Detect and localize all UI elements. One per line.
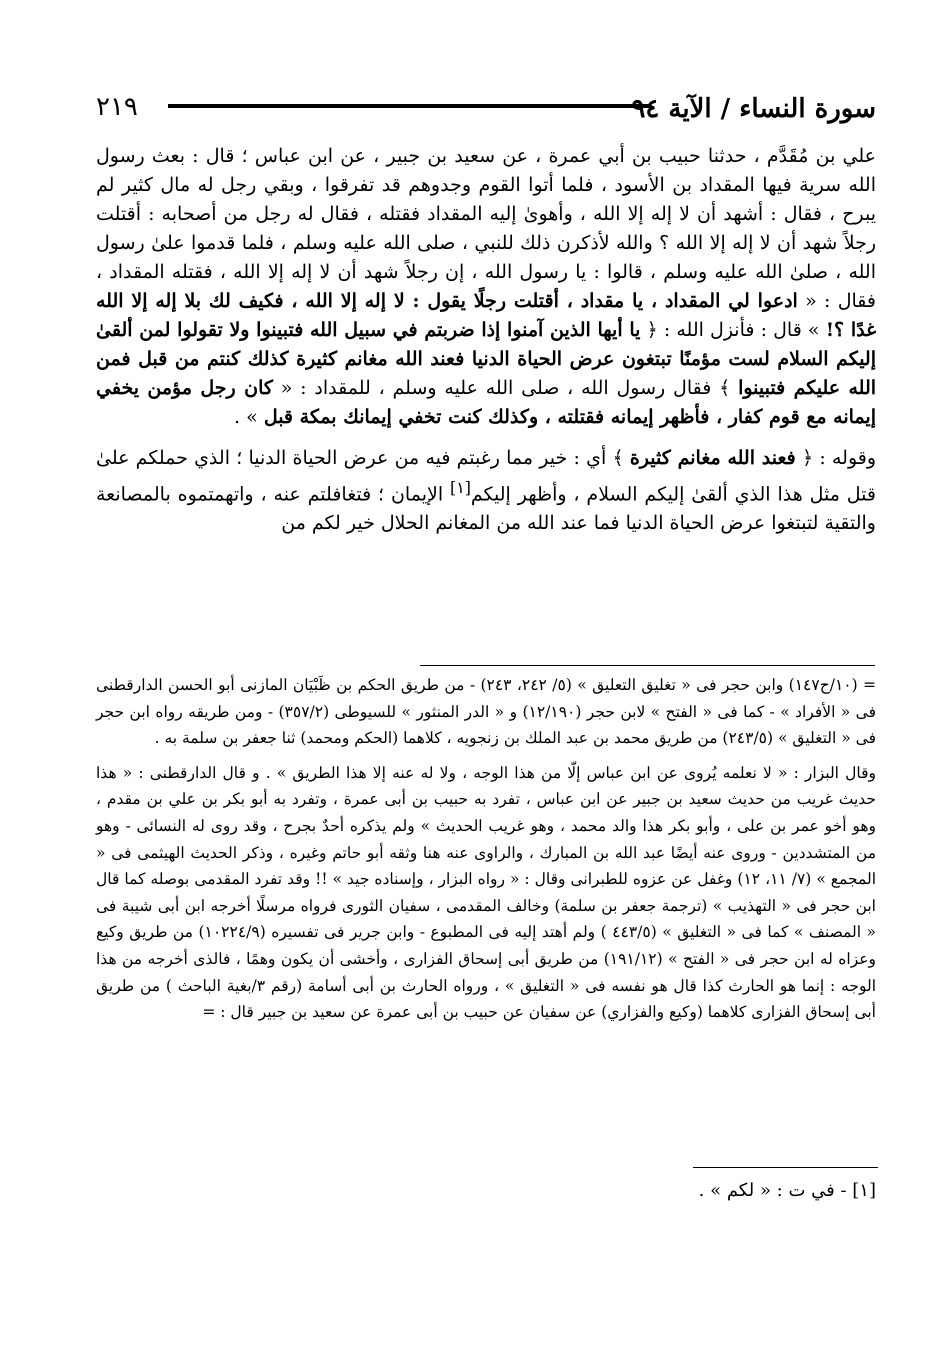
text-run: ﴾ فقال رسول الله ، صلى الله عليه وسلم ، للمقداد : « [280,377,731,399]
text-run: ﴾ أي : خير مما رغبتم فيه من عرض الحياة الدنيا ؛ الذي حملكم علىٰ قتل مثل هذا الذي ألقىٰ إليكم السلام ، وأظهر إليكم [96,447,876,506]
header-rule [168,104,651,108]
main-text [96,142,876,538]
text-run: الإيمان ؛ فتغافلتم عنه ، واتهمتموه بالمصانعة والتقية لتبتغوا عرض الحياة الدنيا فما عند الله من المغانم الحلال خير لكم من [96,483,876,535]
bold-quote: ادعوا لي المقداد ، يا مقداد ، أقتلت رجلًا يقول : لا إله إلا الله ، فكيف لك بلا إله إلا الله غدًا ؟! [96,290,877,341]
quran-verse: فعند الله مغانم كثيرة [629,447,796,469]
commentary-paragraph [96,444,876,538]
quran-verse: يا أيها الذين آمنوا إذا ضربتم في سبيل الله فتبينوا ولا تقولوا لمن ألقىٰ إليكم السلام لست مؤمنًا تبتغون عرض الحياة الدنيا فعند الله مغانم كثيرة كذلك كنتم من قبل فمن الله عليكم فتبينوا [96,319,877,399]
footnote: [١] - في ت : « لكم » . [698,1180,876,1201]
editor-notes [96,672,876,1026]
bold-quote: كان رجل مؤمن يخفي إيمانه مع قوم كفار ، فأظهر إيمانه فقتلته ، وكذلك كنت تخفي إيمانك بمكة قبل [96,377,876,428]
page-number: ٢١٩ [96,92,138,122]
text-run: » قال : فأنزل الله : ﴿ [646,319,820,341]
running-title: سورة النساء / الآية ٩٤ [631,94,876,124]
notes-separator [420,665,875,666]
footnote-ref: [١] [450,478,471,497]
hadith-paragraph [96,142,876,432]
note-paragraph: وقال البزار : « لا نعلمه يُروى عن ابن عباس إلّا من هذا الوجه ، ولا له عنه إلا هذا الطريق » . و قال الدارقطنى : « هذا حديث غريب من حديث سعيد بن جبير عن ابن عباس ، تفرد به حبيب بن أبى عمرة ، وتفرد به أبو بكر بن علي بن مقدم ، وهو أخو عمر بن على ، وأبو بكر هذا والد محمد ، وهو غريب الحديث » ولم يذكره أحدٌ بجرح ، وقد روى له النسائى - وهو من المتشددين - وروى عنه أيضًا عبد الله بن المبارك ، والراوى عنه هنا وثقه أبو حاتم وغيره ، وذكر الحديث الهيثمى فى « المجمع » (٧/ ١١، ١٢) وغفل عن عزوه للطبرانى وقال : « رواه البزار ، وإسناده جيد » !! وقد تفرد المقدمى بوصله كما قال ابن حجر فى « التهذيب » (ترجمة جعفر بن سلمة) وخالف المقدمى ، سفيان الثورى فرواه مرسلًا أخرجه ابن أبى شيبة فى « المصنف » كما فى « التغليق » (٤٤٣/٥ ) ولم أهتد إليه فى المطبوع - وابن جرير فى تفسيره (١٠٢٢٤/٩) من طريق وكيع وعزاه له ابن حجر فى « الفتح » (١٩١/١٢) من طريق أبى إسحاق الفزارى ، وأخشى أن يكون وهمًا ، فالذى أخرجه من هذا الوجه : إنما هو الحارث كذا قال هو نفسه فى « التغليق » ، ورواه الحارث بن أبى أسامة (رقم ٣/بغية الباحث ) من طريق أبى إسحاق الفزارى كلاهما (وكيع والفزاري) عن سفيان عن حبيب بن أبى عمرة عن سعيد بن جبير قال : = [96,763,876,1022]
text-run: وقوله : ﴿ [801,447,877,469]
page-header [96,86,876,126]
note-paragraph: = (١٠/ح١٤٧) وابن حجر فى « تغليق التعليق » (٥/ ٢٤٢، ٢٤٣) - من طريق الحكم بن ظَبْيَان المازنى أبو الحسن الدارقطنى فى « الأفراد » - كما فى « الفتح » لابن حجر (١٢/١٩٠) و « الدر المنثور » للسيوطى (٣٥٧/٢) - ومن طريقه رواه ابن حجر فى « التغليق » (٢٤٣/٥) من طريق محمد بن عبد الملك بن زنجويه ، كلاهما (الحكم ومحمد) ثنا جعفر بن سلمة به . [96,676,877,748]
text-run: » . [234,406,258,428]
text-run: علي بن مُقَدَّم ، حدثنا حبيب بن أبي عمرة ، عن سعيد بن جبير ، عن ابن عباس ؛ قال : بعث رسول الله سرية فيها المقداد بن الأسود ، فلما أتوا القوم وجدوهم قد تفرقوا ، وبقي رجل له مال كثير لم يبرح ، فقال : أشهد أن لا إله إلا الله ، وأهوىٰ إليه المقداد فقتله ، فقال له رجل من أصحابه : أقتلت رجلاً شهد أن لا إله إلا الله ؟ والله لأذكرن ذلك للنبي ، صلى الله عليه وسلم ، فلما قدموا علىٰ رسول الله ، صلىٰ الله عليه وسلم ، قالوا : يا رسول الله ، إن رجلاً شهد أن لا إله إلا الله ، فقتله المقداد ، فقال : « [96,145,876,312]
footnote-separator [693,1167,878,1168]
